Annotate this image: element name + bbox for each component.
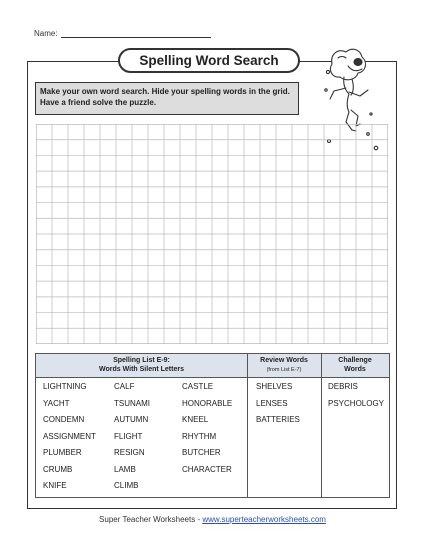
name-line[interactable] [61, 29, 211, 38]
word-item: CALF [114, 382, 135, 391]
spelling-list-header [36, 354, 247, 378]
word-item: RHYTHM [182, 431, 217, 441]
name-field [34, 29, 211, 38]
word-item: CRUMB [43, 464, 73, 474]
column-divider [247, 354, 248, 497]
word-item: LIGHTNING [43, 382, 87, 391]
column-divider [321, 354, 322, 497]
review-header-line2: (from List E-7) [266, 366, 302, 373]
footer-text: Super Teacher Worksheets - [99, 515, 203, 524]
word-item: FLIGHT [114, 431, 143, 441]
word-list-table [35, 353, 390, 498]
word-item: AUTUMN [114, 415, 149, 424]
name-label: Name: [34, 29, 58, 38]
word-item: HONORABLE [182, 398, 233, 408]
footer [0, 515, 425, 524]
page-title: Spelling Word Search [118, 48, 300, 73]
word-item: LENSES [256, 398, 288, 408]
challenge-header-line1: Challenge [338, 357, 372, 364]
spelling-header-line1: Spelling List E-9: [113, 357, 170, 364]
instructions-box: Make your own word search. Hide your spelling words in the grid. Have a friend solve the puzzle. [35, 82, 299, 115]
word-item: YACHT [43, 398, 70, 408]
word-item: KNIFE [43, 481, 67, 490]
spelling-header-line2: Words With Silent Letters [99, 365, 184, 373]
word-item: LAMB [114, 464, 136, 474]
word-item: PSYCHOLOGY [328, 398, 385, 408]
challenge-header-line2: Words [344, 365, 366, 373]
word-item: PLUMBER [43, 448, 82, 457]
word-item: CONDEMN [43, 415, 85, 424]
word-search-grid[interactable] [36, 124, 388, 344]
word-item: CHARACTER [182, 464, 232, 474]
footer-link[interactable]: www.superteacherworksheets.com [202, 515, 326, 524]
review-header-line1: Review Words [260, 357, 308, 364]
challenge-words-header [321, 354, 389, 378]
word-item: SHELVES [256, 382, 293, 391]
word-item: KNEEL [182, 415, 209, 424]
word-item: ASSIGNMENT [43, 431, 96, 441]
word-item: TSUNAMI [114, 398, 150, 408]
word-item: BUTCHER [182, 448, 221, 457]
word-item: CASTLE [182, 382, 214, 391]
word-item: RESIGN [114, 448, 145, 457]
word-item: BATTERIES [256, 415, 300, 424]
review-words-header [247, 354, 321, 378]
word-item: DEBRIS [328, 382, 358, 391]
word-item: CLIMB [114, 481, 139, 490]
